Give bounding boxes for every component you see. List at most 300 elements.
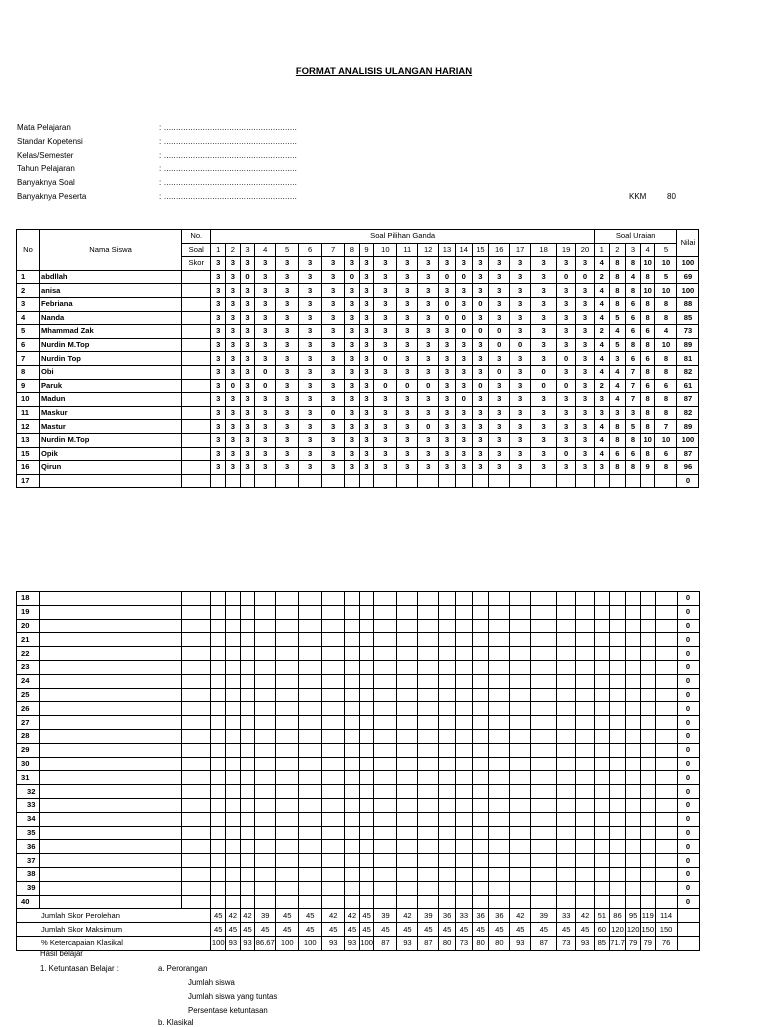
footer-value: 93 [397, 936, 418, 950]
score-cell [456, 785, 473, 799]
student-name [40, 826, 182, 840]
pg-score: 3 [240, 352, 255, 366]
skor-value: 3 [211, 257, 226, 271]
row-number: 32 [17, 785, 40, 799]
score-cell [626, 702, 641, 716]
score-cell [359, 619, 374, 633]
score-cell [655, 647, 677, 661]
pg-score: 3 [211, 297, 226, 311]
score-cell [345, 716, 360, 730]
score-cell [255, 881, 276, 895]
score-cell [557, 619, 576, 633]
score-cell [397, 633, 418, 647]
nilai-value: 82 [677, 406, 699, 420]
score-cell [226, 743, 241, 757]
pg-score: 3 [240, 379, 255, 393]
score-cell [576, 771, 595, 785]
pg-score: 0 [322, 406, 345, 420]
score-cell [456, 840, 473, 854]
score-cell [226, 812, 241, 826]
score-cell [299, 729, 322, 743]
score-cell [609, 716, 626, 730]
footer-value: 86 [609, 909, 626, 923]
score-cell [557, 798, 576, 812]
nilai-value: 0 [677, 867, 699, 881]
score-cell [240, 647, 255, 661]
nilai-value: 89 [677, 338, 699, 352]
score-cell [557, 702, 576, 716]
score-cell [397, 660, 418, 674]
pg-score: 3 [418, 447, 439, 461]
score-cell [359, 881, 374, 895]
pg-score: 3 [397, 461, 418, 475]
row-number: 35 [17, 826, 40, 840]
pg-score [299, 474, 322, 488]
score-cell [626, 798, 641, 812]
nilai-value: 0 [677, 854, 699, 868]
header-soal: Soal [182, 243, 211, 257]
score-cell [472, 674, 489, 688]
score-cell [595, 688, 610, 702]
skor-blank [182, 352, 211, 366]
score-cell [576, 660, 595, 674]
pg-score: 0 [455, 325, 472, 339]
score-cell [359, 674, 374, 688]
score-cell [576, 619, 595, 633]
score-cell [374, 633, 397, 647]
pg-number: 19 [557, 243, 576, 257]
uraian-score [640, 474, 655, 488]
pg-number: 17 [510, 243, 531, 257]
uraian-score: 8 [640, 365, 655, 379]
score-cell [322, 702, 345, 716]
score-cell [345, 812, 360, 826]
score-cell [595, 840, 610, 854]
score-cell [456, 702, 473, 716]
row-number: 4 [17, 311, 40, 325]
pg-score: 3 [374, 338, 397, 352]
pg-score: 3 [359, 311, 374, 325]
score-cell [640, 771, 655, 785]
pg-score: 3 [276, 311, 299, 325]
score-cell [255, 840, 276, 854]
pg-score: 3 [345, 406, 360, 420]
score-cell [322, 647, 345, 661]
pg-score: 3 [276, 406, 299, 420]
skor-blank [182, 311, 211, 325]
pg-score: 3 [557, 420, 576, 434]
pg-score: 3 [299, 365, 322, 379]
pg-score: 3 [359, 379, 374, 393]
score-cell [640, 729, 655, 743]
score-cell [655, 881, 677, 895]
nilai-value: 0 [677, 647, 699, 661]
perorangan-label: a. Perorangan [158, 964, 208, 973]
score-cell [472, 592, 489, 606]
footer-nilai-blank [677, 909, 699, 923]
score-cell [359, 716, 374, 730]
student-name [40, 688, 182, 702]
uraian-score: 8 [640, 393, 655, 407]
score-cell [226, 605, 241, 619]
pg-score: 3 [374, 393, 397, 407]
score-cell [374, 840, 397, 854]
score-cell [299, 716, 322, 730]
score-cell [182, 757, 211, 771]
pg-score: 0 [226, 379, 241, 393]
uraian-score: 8 [640, 406, 655, 420]
score-cell [255, 743, 276, 757]
pg-score: 3 [576, 379, 595, 393]
pg-score: 0 [455, 270, 472, 284]
score-cell [626, 729, 641, 743]
student-name [40, 840, 182, 854]
footer-value: 45 [359, 923, 374, 937]
pg-score: 3 [472, 447, 489, 461]
score-cell [531, 592, 557, 606]
nilai-value: 100 [677, 284, 699, 298]
row-number: 5 [17, 325, 40, 339]
score-cell [299, 854, 322, 868]
score-cell [576, 798, 595, 812]
uraian-score: 4 [594, 352, 609, 366]
score-cell [439, 674, 456, 688]
pg-score: 3 [455, 461, 472, 475]
nilai-value: 87 [677, 447, 699, 461]
score-cell [397, 647, 418, 661]
score-cell [439, 619, 456, 633]
score-cell [345, 633, 360, 647]
score-cell [299, 633, 322, 647]
uraian-score [626, 474, 641, 488]
row-number: 25 [17, 688, 40, 702]
score-cell [211, 674, 226, 688]
pg-score: 3 [211, 379, 226, 393]
row-number: 19 [17, 605, 40, 619]
pg-score: 3 [531, 338, 557, 352]
score-cell [359, 633, 374, 647]
score-cell [255, 785, 276, 799]
footer-value: 120 [626, 923, 641, 937]
pg-score [472, 474, 489, 488]
pg-score [322, 474, 345, 488]
uraian-score: 8 [609, 433, 626, 447]
pg-score: 3 [489, 284, 510, 298]
score-cell [510, 840, 531, 854]
score-cell [557, 674, 576, 688]
score-cell [345, 619, 360, 633]
skor-blank [182, 365, 211, 379]
score-cell [557, 592, 576, 606]
nilai-value: 0 [677, 716, 699, 730]
score-cell [456, 757, 473, 771]
score-cell [472, 854, 489, 868]
uraian-score: 6 [640, 352, 655, 366]
skor-value: 3 [472, 257, 489, 271]
score-cell [576, 716, 595, 730]
score-cell [489, 660, 510, 674]
score-cell [374, 729, 397, 743]
score-cell [240, 881, 255, 895]
score-cell [359, 771, 374, 785]
pg-number: 4 [255, 243, 276, 257]
score-cell [226, 895, 241, 909]
score-cell [226, 840, 241, 854]
uraian-score: 6 [626, 311, 641, 325]
score-cell [456, 592, 473, 606]
student-name: Nurdin M.Top [39, 338, 181, 352]
table-row [17, 474, 730, 488]
pg-score: 3 [418, 461, 439, 475]
pg-score: 3 [576, 284, 595, 298]
score-cell [640, 840, 655, 854]
pg-score: 3 [531, 297, 557, 311]
skor-blank [182, 297, 211, 311]
score-cell [276, 647, 299, 661]
score-cell [489, 688, 510, 702]
uraian-score: 8 [609, 284, 626, 298]
skor-blank [182, 393, 211, 407]
score-cell [609, 757, 626, 771]
score-cell [374, 605, 397, 619]
table-row [17, 352, 730, 366]
score-cell [255, 771, 276, 785]
pg-score: 3 [439, 461, 456, 475]
uraian-score: 4 [609, 365, 626, 379]
pg-score: 3 [397, 352, 418, 366]
score-cell [299, 881, 322, 895]
pg-score: 3 [322, 311, 345, 325]
pg-score: 3 [576, 420, 595, 434]
pg-score: 3 [489, 311, 510, 325]
score-cell [456, 826, 473, 840]
uraian-score: 3 [609, 406, 626, 420]
row-number: 33 [17, 798, 40, 812]
score-cell [418, 743, 439, 757]
pg-score: 3 [226, 352, 241, 366]
skor-value: 8 [626, 257, 641, 271]
row-number: 27 [17, 716, 40, 730]
nilai-value: 82 [677, 365, 699, 379]
pg-score: 0 [472, 297, 489, 311]
score-cell [472, 785, 489, 799]
pg-score: 3 [397, 284, 418, 298]
pg-score: 3 [211, 352, 226, 366]
skor-blank [182, 379, 211, 393]
pg-score: 3 [418, 365, 439, 379]
meta-row: Tahun Pelajaran : ....................................................... [17, 164, 298, 174]
score-cell [456, 633, 473, 647]
score-cell [626, 619, 641, 633]
score-cell [489, 702, 510, 716]
persentase-label: Persentase ketuntasan [188, 1006, 268, 1015]
score-cell [211, 895, 226, 909]
score-cell [510, 660, 531, 674]
score-cell [397, 840, 418, 854]
score-cell [609, 881, 626, 895]
student-name [40, 633, 182, 647]
score-cell [322, 688, 345, 702]
score-cell [240, 798, 255, 812]
uraian-score: 8 [626, 338, 641, 352]
uraian-score: 4 [594, 338, 609, 352]
pg-score: 3 [531, 461, 557, 475]
score-cell [276, 743, 299, 757]
pg-score: 0 [418, 379, 439, 393]
score-cell [345, 757, 360, 771]
uraian-score: 3 [594, 393, 609, 407]
pg-score: 3 [359, 420, 374, 434]
score-cell [456, 743, 473, 757]
score-cell [299, 771, 322, 785]
score-cell [655, 757, 677, 771]
score-cell [418, 633, 439, 647]
student-name: Obi [39, 365, 181, 379]
score-cell [276, 785, 299, 799]
score-cell [226, 798, 241, 812]
pg-score: 3 [276, 433, 299, 447]
table-row [17, 895, 730, 909]
row-number: 38 [17, 867, 40, 881]
pg-score: 3 [345, 461, 360, 475]
score-cell [609, 619, 626, 633]
pg-score: 0 [374, 379, 397, 393]
score-cell [655, 592, 677, 606]
score-cell [456, 867, 473, 881]
pg-score: 3 [255, 284, 276, 298]
score-cell [322, 881, 345, 895]
score-cell [531, 867, 557, 881]
pg-score: 3 [255, 393, 276, 407]
score-cell [576, 854, 595, 868]
nilai-value: 0 [677, 785, 699, 799]
pg-score: 3 [472, 365, 489, 379]
score-cell [322, 826, 345, 840]
score-cell [489, 729, 510, 743]
footer-value: 36 [472, 909, 489, 923]
row-number: 1 [17, 270, 40, 284]
pg-score: 3 [576, 325, 595, 339]
score-cell [576, 688, 595, 702]
score-cell [439, 729, 456, 743]
score-cell [211, 688, 226, 702]
row-number: 6 [17, 338, 40, 352]
pg-number: 2 [226, 243, 241, 257]
row-number: 28 [17, 729, 40, 743]
pg-score: 3 [472, 406, 489, 420]
student-name: Opik [39, 447, 181, 461]
student-name [40, 702, 182, 716]
score-cell [609, 660, 626, 674]
pg-score: 3 [489, 447, 510, 461]
score-cell [531, 633, 557, 647]
nilai-value: 0 [677, 660, 699, 674]
score-cell [626, 647, 641, 661]
score-cell [299, 785, 322, 799]
uraian-score [609, 474, 626, 488]
score-cell [182, 854, 211, 868]
pg-number: 18 [531, 243, 557, 257]
score-cell [345, 660, 360, 674]
pg-score [455, 474, 472, 488]
pg-score: 3 [299, 270, 322, 284]
footer-nilai-blank [677, 936, 699, 950]
score-cell [359, 743, 374, 757]
nilai-value: 0 [677, 771, 699, 785]
score-cell [576, 743, 595, 757]
score-cell [576, 592, 595, 606]
pg-score: 3 [397, 433, 418, 447]
score-cell [374, 647, 397, 661]
score-cell [472, 647, 489, 661]
pg-score: 3 [531, 420, 557, 434]
pg-score: 3 [359, 284, 374, 298]
score-cell [182, 647, 211, 661]
row-number: 30 [17, 757, 40, 771]
score-cell [456, 688, 473, 702]
pg-score: 3 [226, 270, 241, 284]
pg-score: 3 [211, 393, 226, 407]
skor-blank [182, 474, 211, 488]
score-cell [609, 812, 626, 826]
score-cell [439, 757, 456, 771]
score-cell [489, 826, 510, 840]
row-number: 8 [17, 365, 40, 379]
score-cell [226, 660, 241, 674]
score-cell [322, 716, 345, 730]
pg-score: 3 [322, 284, 345, 298]
score-cell [418, 619, 439, 633]
score-cell [472, 798, 489, 812]
score-cell [531, 605, 557, 619]
student-name [40, 771, 182, 785]
score-cell [211, 716, 226, 730]
row-number: 16 [17, 461, 40, 475]
score-cell [397, 702, 418, 716]
pg-score: 0 [345, 270, 360, 284]
pg-score: 3 [576, 338, 595, 352]
pg-score: 0 [472, 325, 489, 339]
pg-score: 3 [226, 461, 241, 475]
score-cell [531, 785, 557, 799]
pg-score: 3 [418, 406, 439, 420]
score-cell [510, 771, 531, 785]
score-cell [472, 743, 489, 757]
skor-value: 4 [594, 257, 609, 271]
pg-score: 3 [276, 420, 299, 434]
score-cell [531, 702, 557, 716]
footer-value: 85 [595, 936, 610, 950]
pg-score: 3 [255, 297, 276, 311]
score-cell [359, 785, 374, 799]
score-cell [255, 592, 276, 606]
footer-value: 86.67 [255, 936, 276, 950]
meta-row: Mata Pelajaran : ....................................................... [17, 123, 298, 132]
skor-value: 3 [397, 257, 418, 271]
pg-score: 3 [211, 311, 226, 325]
table-row [17, 854, 730, 868]
pg-score: 3 [510, 406, 531, 420]
score-cell [240, 812, 255, 826]
row-number: 20 [17, 619, 40, 633]
pg-score: 3 [299, 461, 322, 475]
score-cell [240, 867, 255, 881]
pg-score: 0 [557, 447, 576, 461]
score-cell [182, 605, 211, 619]
score-cell [640, 867, 655, 881]
uraian-score: 8 [640, 420, 655, 434]
score-cell [182, 619, 211, 633]
